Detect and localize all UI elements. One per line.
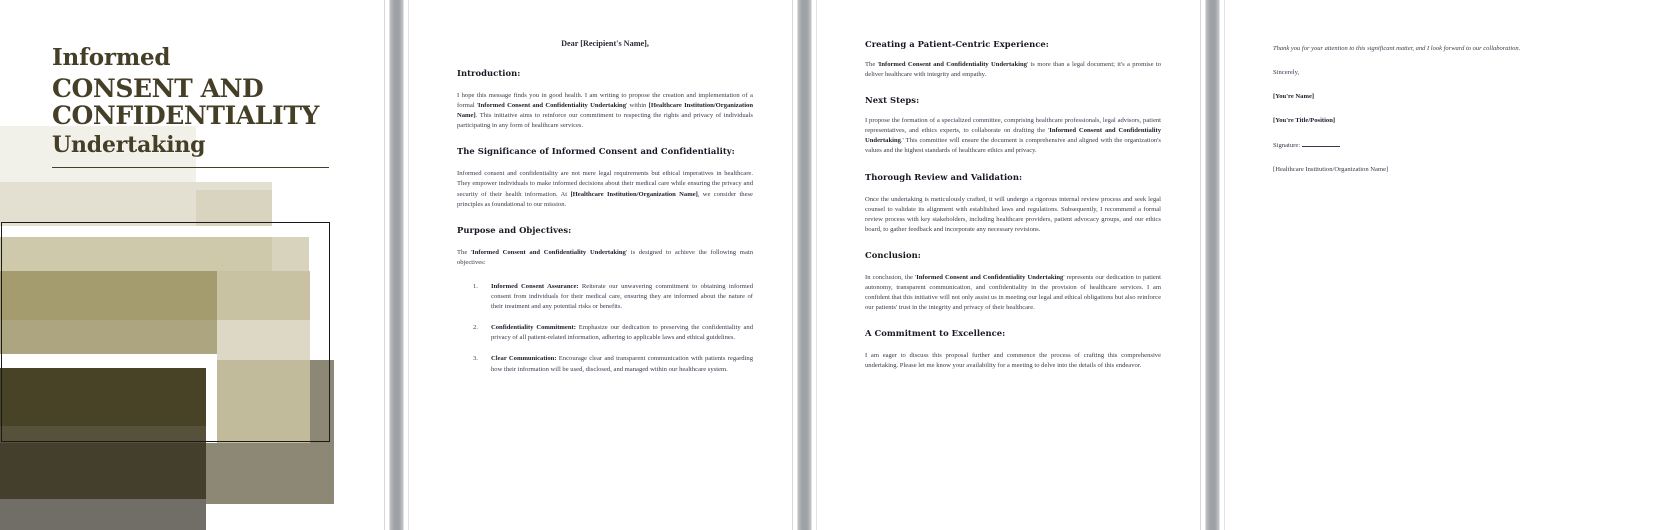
list-item [457, 323, 753, 343]
paragraph-patient-centric: The 'Informed Consent and Confidentiality Undertaking' is more than a legal document; it's a promise to deliver healthcare with integrity and empathy. [865, 61, 1162, 79]
objective-text: Encourage clear and transparent communication with patients regarding how their information will be used, disclosed, and managed within our healthcare system. [491, 355, 753, 373]
list-item [457, 354, 753, 374]
heading-patient-centric: Creating a Patient-Centric Experience: [865, 39, 1049, 49]
objective-title: Clear Communication: [491, 355, 557, 363]
paragraph-significance: Informed consent and confidentiality are not mere legal requirements but ethical imperatives in healthcare. They empower individuals to make informed decisions about their medical care while ensuring the privacy and security of their health information. At [Healthcare Institution/Organization Name], we consider these principles as foundational to our mission. [457, 170, 753, 208]
objective-text: Reiterate our unwavering commitment to obtaining informed consent from individuals for their medical care, ensuring they are informed about the nature of their treatment and any potential risks or benefits. [491, 282, 753, 311]
page-gutter-3 [1201, 0, 1224, 530]
page-gutter-2 [793, 0, 816, 530]
heading-purpose-objectives: Purpose and Objectives: [457, 224, 572, 235]
heading-review-validation: Thorough Review and Validation: [865, 171, 1023, 182]
page-2-body [457, 38, 753, 386]
cover-title-line-2: CONSENT AND [52, 74, 264, 103]
paragraph-next-steps: I propose the formation of a specialized committee, comprising healthcare professionals, legal advisors, patient representatives, and ethics experts, to collaborate on drafting the 'Informed Consent and Confidentiality Undertaking.' This committee will ensure the document is comprehensive and aligned with the organization's values and the highest standards of healthcare ethics and privacy. [865, 117, 1161, 155]
page-cover[interactable] [0, 0, 385, 530]
salutation: Dear [Recipient's Name], [561, 39, 649, 48]
page-4-body [1273, 44, 1573, 189]
objectives-list [457, 282, 753, 375]
heading-introduction: Introduction: [457, 68, 521, 78]
page-4[interactable] [1224, 0, 1609, 530]
closing-title-placeholder: [You're Title/Position] [1273, 117, 1336, 124]
paragraph-conclusion: In conclusion, the 'Informed Consent and Confidentiality Undertaking' represents our dedication to patient autonomy, transparent communication, and confidentiality in the provision of healthcare services. I am confident that this initiative will not only assist us in meeting our legal and ethical obligations but also reinforce our patients' trust in the integrity and privacy of their healthcare. [865, 273, 1161, 312]
heading-next-steps: Next Steps: [865, 95, 920, 106]
page-3[interactable] [816, 0, 1201, 530]
cover-title [52, 44, 342, 160]
page-2[interactable] [408, 0, 793, 530]
cover-shape-beige-2 [196, 190, 272, 226]
cover-title-line-1: Informed [52, 44, 171, 71]
objective-title: Confidentiality Commitment: [491, 324, 576, 332]
closing-thank-you: Thank you for your attention to this significant matter, and I look forward to our collaboration. [1273, 45, 1521, 52]
cover-title-line-4: Undertaking [52, 132, 206, 158]
paragraph-purpose-objectives: The 'Informed Consent and Confidentiality Undertaking' is designed to achieve the following main objectives: [457, 248, 753, 266]
cover-shape-tan-2 [206, 443, 334, 504]
heading-conclusion: Conclusion: [865, 249, 921, 260]
closing-name-placeholder: [You're Name] [1273, 93, 1315, 100]
paragraph-introduction: I hope this message finds you in good health. I am writing to propose the creation and implementation of a formal 'Informed Consent and Confidentiality Undertaking' within [Healthcare Institution/Organization Name]. This initiative aims to reinforce our commitment to respecting the rights and privacy of individuals participating in any form of healthcare services. [457, 92, 753, 130]
page-3-body [865, 38, 1161, 386]
objective-title: Informed Consent Assurance: [491, 282, 579, 290]
cover-shape-dark-3 [0, 443, 206, 504]
heading-commitment-excellence: A Commitment to Excellence: [865, 328, 1006, 339]
signature-label: Signature: [1273, 142, 1301, 149]
cover-shape-gray-2 [0, 499, 206, 530]
closing-signature [1273, 140, 1573, 151]
paragraph-commitment-excellence: I am eager to discuss this proposal further and commence the process of crafting this comprehensive undertaking. Please let me know your availability for a meeting to delve into the details of this endeavor. [865, 352, 1161, 370]
list-item [457, 282, 753, 312]
closing-organization: [Healthcare Institution/Organization Name] [1273, 166, 1389, 173]
page-gutter-1 [385, 0, 408, 530]
closing-sincerely: Sincerely, [1273, 69, 1300, 76]
cover-title-underline [52, 167, 329, 168]
objective-text: Emphasize our dedication to preserving the confidentiality and privacy of all patient-related information, adhering to applicable laws and ethical guidelines. [491, 324, 753, 342]
cover-title-line-3: CONFIDENTIALITY [52, 101, 319, 130]
signature-line [1302, 140, 1340, 147]
paragraph-review-validation: Once the undertaking is meticulously crafted, it will undergo a rigorous internal review process and seek legal counsel to validate its alignment with established laws and regulations. Subsequently, I recommend a formal review process with key stakeholders, including healthcare providers, patient advocacy groups, and our ethics board, to gather feedback and incorporate any necessary revisions. [865, 195, 1161, 233]
heading-significance: The Significance of Informed Consent and Confidentiality: [457, 146, 735, 157]
cover-shape-outline-rect [1, 222, 330, 442]
